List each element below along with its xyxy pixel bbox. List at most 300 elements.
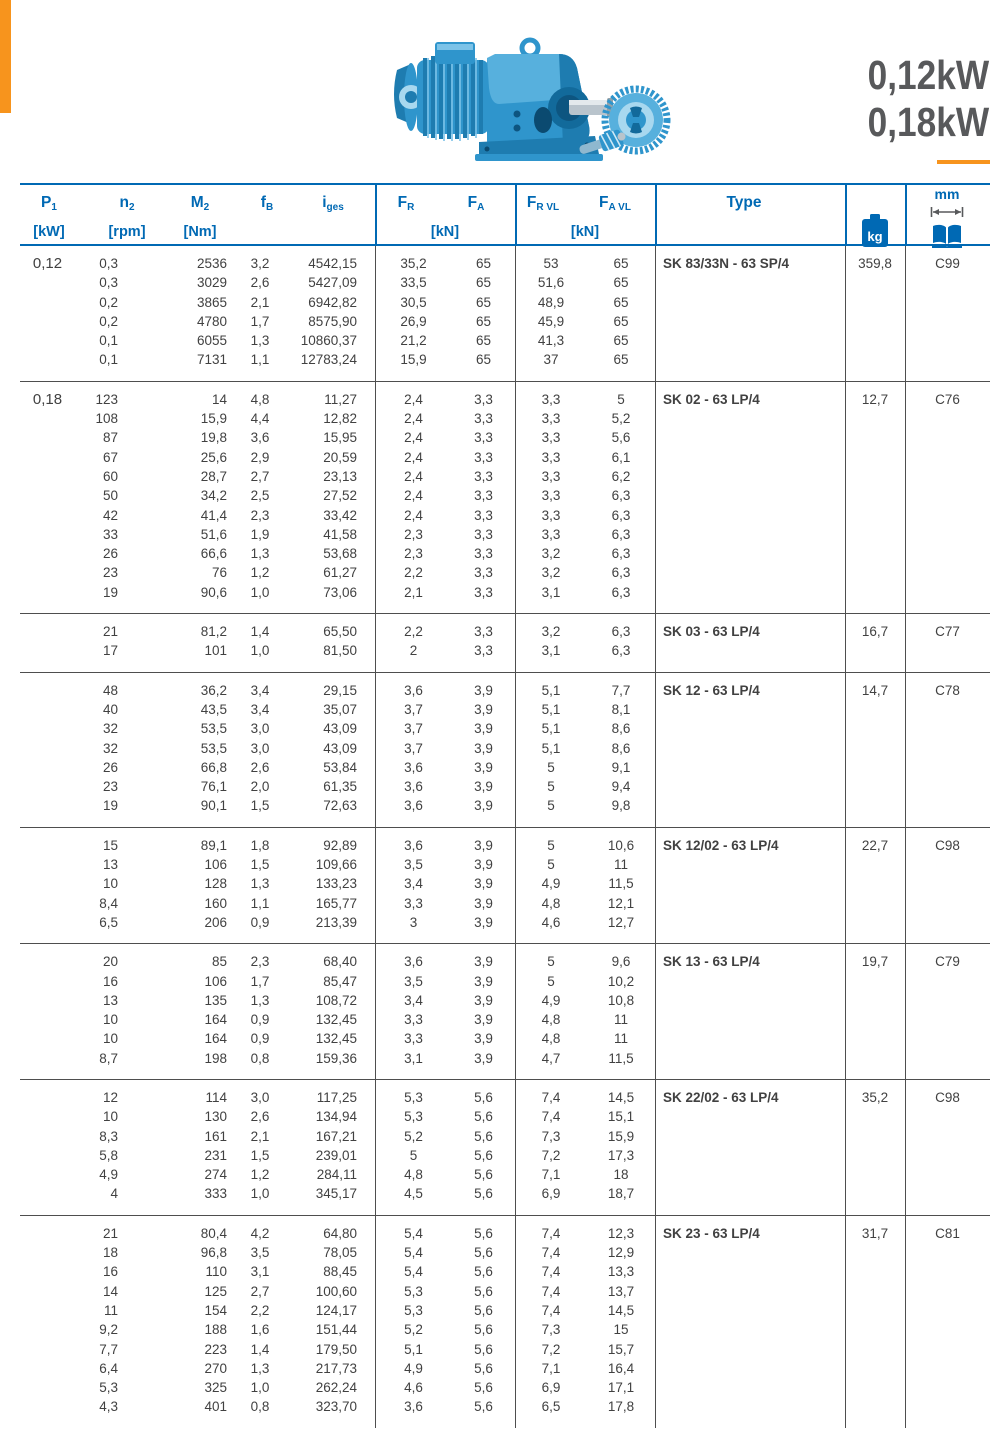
page-ref-cell: C79	[935, 954, 960, 970]
cell-m2: 106	[204, 857, 227, 873]
cell-iges: 43,09	[323, 740, 357, 756]
cell-n2: 23	[102, 565, 118, 581]
cell-fb: 3,6	[250, 430, 270, 446]
cell-n2: 42	[102, 507, 118, 523]
cell-iges: 167,21	[315, 1128, 357, 1144]
cell-m2: 76,1	[200, 779, 227, 795]
cell-p1	[20, 700, 75, 719]
cell-m2: 15,9	[200, 411, 227, 427]
cell-favl: 6,3	[611, 643, 631, 659]
cell-p1	[20, 486, 75, 505]
cell-fb: 1,3	[250, 876, 270, 892]
cell-n2: 0,2	[99, 294, 118, 310]
cell-fb: 1,5	[250, 857, 270, 873]
cell-p1	[20, 1359, 75, 1378]
cell-n2: 19	[102, 798, 118, 814]
cell-n2: 11	[103, 1302, 118, 1318]
cell-fr: 2,4	[404, 430, 423, 446]
cell-fr: 2,4	[404, 468, 423, 484]
cell-frvl: 7,4	[541, 1089, 561, 1105]
cell-m2: 401	[204, 1399, 227, 1415]
cell-frvl: 5	[547, 798, 555, 814]
cell-p1	[20, 1010, 75, 1029]
cell-fa: 3,3	[474, 643, 493, 659]
cell-favl: 17,1	[607, 1380, 635, 1396]
cell-n2: 0,1	[99, 352, 118, 368]
col-header-m2: M2	[190, 194, 210, 213]
cell-fb: 4,4	[250, 411, 270, 427]
cell-fb: 1,5	[250, 798, 270, 814]
cell-fb: 4,8	[250, 391, 270, 407]
cell-m2: 198	[204, 1050, 227, 1066]
cell-n2: 8,4	[99, 895, 118, 911]
cell-fb: 1,7	[250, 313, 270, 329]
cell-fb: 2,9	[250, 449, 270, 465]
cell-fa: 3,3	[474, 391, 493, 407]
cell-favl: 12,7	[607, 914, 635, 930]
cell-fb: 1,1	[250, 352, 270, 368]
cell-fa: 5,6	[474, 1399, 493, 1415]
cell-p1	[20, 952, 75, 971]
cell-m2: 66,8	[200, 759, 227, 775]
cell-iges: 15,95	[323, 430, 357, 446]
unit-kw: [kW]	[33, 224, 65, 240]
cell-favl: 12,9	[607, 1245, 635, 1261]
cell-iges: 85,47	[323, 973, 357, 989]
cell-m2: 85	[211, 954, 227, 970]
cell-favl: 15,1	[607, 1109, 635, 1125]
cell-p1	[20, 467, 75, 486]
cell-fr: 3,7	[404, 721, 423, 737]
cell-n2: 87	[102, 430, 118, 446]
cell-iges: 78,05	[323, 1245, 357, 1261]
cell-fr: 3,6	[404, 954, 423, 970]
cell-p1	[20, 894, 75, 913]
cell-fa: 5,6	[474, 1283, 493, 1299]
cell-m2: 206	[204, 914, 227, 930]
type-cell: SK 02 - 63 LP/4	[663, 391, 760, 407]
cell-fr: 3,3	[404, 895, 423, 911]
cell-fr: 3,7	[404, 740, 423, 756]
header-divider	[655, 185, 657, 244]
page-ref-cell: C77	[935, 624, 960, 640]
cell-fa: 65	[475, 333, 492, 349]
cell-fb: 1,0	[250, 643, 270, 659]
cell-m2: 160	[204, 895, 227, 911]
cell-fb: 2,0	[250, 779, 270, 795]
cell-favl: 15,9	[607, 1128, 635, 1144]
cell-n2: 123	[95, 391, 118, 407]
power-value: 0,18	[867, 99, 937, 145]
cell-fr: 3,1	[404, 1050, 423, 1066]
cell-fr: 2,2	[404, 565, 423, 581]
cell-frvl: 3,2	[541, 546, 561, 562]
cell-p1	[20, 913, 75, 932]
cell-fr: 5,3	[404, 1302, 423, 1318]
cell-m2: 28,7	[200, 468, 227, 484]
cell-frvl: 7,2	[541, 1341, 561, 1357]
cell-n2: 13	[102, 857, 118, 873]
cell-iges: 213,39	[315, 914, 357, 930]
cell-iges: 12,82	[323, 411, 357, 427]
cell-p1	[20, 1378, 75, 1397]
cell-n2: 50	[102, 488, 118, 504]
cell-favl: 11,5	[608, 1050, 634, 1066]
power-unit: kW	[936, 52, 990, 98]
col-header-type: Type	[726, 194, 762, 211]
cell-fb: 1,3	[250, 992, 270, 1008]
cell-m2: 34,2	[200, 488, 227, 504]
cell-p1	[20, 583, 75, 602]
cell-frvl: 5,1	[541, 682, 561, 698]
cell-frvl: 4,6	[541, 914, 561, 930]
cell-n2: 26	[102, 759, 118, 775]
power-unit: kW	[936, 99, 990, 145]
type-cell: SK 12 - 63 LP/4	[663, 682, 760, 698]
cell-favl: 65	[613, 275, 629, 291]
cell-favl: 6,1	[611, 449, 631, 465]
cell-frvl: 6,9	[541, 1380, 561, 1396]
cell-frvl: 5,1	[541, 740, 561, 756]
cell-frvl: 5	[547, 973, 555, 989]
cell-m2: 19,8	[200, 430, 227, 446]
cell-m2: 36,2	[200, 682, 227, 698]
cell-fb: 1,2	[250, 565, 270, 581]
cell-fa: 3,9	[474, 857, 493, 873]
cell-fr: 5,4	[404, 1264, 423, 1280]
cell-favl: 7,7	[611, 682, 631, 698]
cell-n2: 0,1	[99, 333, 118, 349]
cell-frvl: 4,9	[541, 992, 561, 1008]
cell-n2: 17	[102, 643, 118, 659]
cell-fa: 3,9	[474, 1012, 493, 1028]
cell-n2: 21	[102, 624, 118, 640]
cell-fr: 15,9	[400, 352, 427, 368]
orange-corner-stripe	[0, 0, 11, 113]
cell-fr: 3,7	[404, 701, 423, 717]
cell-frvl: 5	[547, 954, 555, 970]
cell-fa: 3,3	[474, 624, 493, 640]
cell-p1	[20, 777, 75, 796]
cell-fb: 1,9	[250, 526, 270, 542]
cell-p1	[20, 331, 75, 350]
type-cell: SK 22/02 - 63 LP/4	[663, 1089, 779, 1105]
cell-frvl: 7,3	[541, 1128, 561, 1144]
cell-m2: 4780	[196, 313, 227, 329]
col-header-fb: fB	[260, 194, 274, 213]
cell-p1	[20, 1340, 75, 1359]
cell-fb: 2,6	[250, 759, 270, 775]
cell-fb: 1,4	[250, 1341, 270, 1357]
cell-fa: 5,6	[474, 1302, 493, 1318]
type-cell: SK 03 - 63 LP/4	[663, 624, 760, 640]
col-header-fa: FA	[467, 194, 485, 213]
cell-fr: 4,8	[404, 1167, 423, 1183]
dimensions-column-header	[917, 185, 977, 254]
header-divider	[515, 185, 517, 244]
cell-fa: 3,9	[474, 682, 493, 698]
cell-fa: 3,9	[474, 895, 493, 911]
cell-fa: 3,3	[474, 430, 493, 446]
table-body	[20, 246, 990, 1428]
rating-table	[20, 183, 990, 1428]
cell-favl: 6,3	[611, 565, 631, 581]
cell-iges: 345,17	[315, 1186, 357, 1202]
cell-fr: 3,3	[404, 1031, 423, 1047]
cell-iges: 323,70	[315, 1399, 357, 1415]
cell-fb: 2,1	[250, 1128, 270, 1144]
cell-fa: 3,9	[474, 1050, 493, 1066]
cell-p1	[20, 681, 75, 700]
cell-iges: 29,15	[323, 682, 357, 698]
cell-frvl: 3,3	[541, 526, 561, 542]
cell-fr: 5	[409, 1147, 418, 1163]
cell-frvl: 3,1	[541, 643, 561, 659]
column-divider	[515, 246, 516, 1428]
cell-iges: 27,52	[323, 488, 357, 504]
cell-n2: 26	[102, 546, 118, 562]
cell-fa: 3,3	[474, 507, 493, 523]
unit-rpm: [rpm]	[108, 224, 146, 240]
cell-fa: 3,9	[474, 973, 493, 989]
cell-n2: 60	[102, 468, 118, 484]
cell-p1	[20, 1146, 75, 1165]
cell-fb: 3,0	[250, 1089, 270, 1105]
cell-p1: 0,12	[32, 255, 63, 272]
cell-frvl: 7,4	[541, 1225, 561, 1241]
unit-kn-radial: [kN]	[430, 224, 460, 240]
cell-frvl: 3,3	[541, 507, 561, 523]
cell-iges: 10860,37	[300, 333, 357, 349]
cell-iges: 11,27	[324, 391, 357, 407]
cell-p1	[20, 350, 75, 369]
cell-favl: 5	[617, 391, 625, 407]
cell-iges: 81,50	[323, 643, 357, 659]
cell-fb: 1,3	[250, 546, 270, 562]
cell-frvl: 6,9	[541, 1186, 561, 1202]
power-value: 0,12	[867, 52, 937, 98]
cell-m2: 110	[205, 1264, 227, 1280]
cell-frvl: 7,2	[541, 1147, 561, 1163]
cell-favl: 13,3	[607, 1264, 635, 1280]
cell-m2: 80,4	[200, 1225, 227, 1241]
weight-cell: 35,2	[861, 1089, 889, 1105]
cell-fa: 3,9	[474, 779, 493, 795]
cell-favl: 18,7	[607, 1186, 635, 1202]
cell-n2: 7,7	[99, 1341, 118, 1357]
cell-favl: 65	[613, 352, 629, 368]
cell-iges: 4542,15	[308, 256, 357, 271]
cell-iges: 8575,90	[308, 313, 357, 329]
column-divider	[375, 246, 376, 1428]
cell-n2: 16	[102, 973, 118, 989]
cell-iges: 165,77	[315, 895, 357, 911]
mm-label: mm	[934, 186, 960, 202]
cell-fa: 3,9	[474, 954, 493, 970]
cell-iges: 23,13	[323, 468, 357, 484]
cell-frvl: 7,1	[541, 1360, 561, 1376]
cell-fa: 3,3	[474, 526, 493, 542]
cell-frvl: 3,3	[541, 449, 561, 465]
cell-frvl: 5	[547, 759, 555, 775]
cell-p1	[20, 1088, 75, 1107]
cell-frvl: 5,1	[541, 721, 561, 737]
cell-iges: 124,17	[315, 1302, 357, 1318]
cell-n2: 32	[102, 721, 118, 737]
cell-fb: 1,7	[250, 973, 270, 989]
cell-frvl: 4,9	[541, 876, 561, 892]
cell-fa: 3,9	[474, 992, 493, 1008]
cell-fb: 0,9	[250, 914, 270, 930]
cell-fa: 3,3	[474, 565, 493, 581]
cell-frvl: 41,3	[537, 333, 565, 349]
type-cell: SK 83/33N - 63 SP/4	[663, 256, 790, 271]
cell-fa: 65	[475, 352, 492, 368]
cell-fa: 3,9	[474, 701, 493, 717]
cell-fr: 2,4	[404, 449, 423, 465]
cell-fa: 3,9	[474, 759, 493, 775]
cell-frvl: 7,4	[541, 1283, 561, 1299]
cell-iges: 12783,24	[300, 352, 357, 368]
cell-fr: 3,6	[404, 759, 423, 775]
cell-p1	[20, 1184, 75, 1203]
cell-n2: 32	[102, 740, 118, 756]
cell-frvl: 5	[547, 857, 555, 873]
cell-frvl: 3,3	[541, 468, 561, 484]
cell-favl: 15	[613, 1322, 629, 1338]
cell-p1	[20, 855, 75, 874]
cell-m2: 81,2	[200, 624, 227, 640]
column-divider	[655, 246, 656, 1428]
cell-n2: 14	[102, 1283, 118, 1299]
cell-favl: 11	[613, 1031, 628, 1047]
cell-n2: 40	[102, 701, 118, 717]
page-ref-cell: C99	[935, 256, 960, 271]
cell-fa: 3,9	[474, 1031, 493, 1047]
cell-frvl: 7,4	[541, 1245, 561, 1261]
cell-n2: 21	[102, 1225, 118, 1241]
cell-m2: 164	[204, 1031, 227, 1047]
cell-frvl: 53	[543, 256, 559, 271]
cell-p1	[20, 544, 75, 563]
cell-p1	[20, 563, 75, 582]
cell-fb: 0,8	[250, 1050, 270, 1066]
cell-fb: 1,3	[250, 333, 270, 349]
header-divider	[845, 185, 847, 244]
cell-m2: 6055	[196, 333, 227, 349]
cell-frvl: 6,5	[541, 1399, 561, 1415]
cell-frvl: 7,3	[541, 1322, 561, 1338]
cell-fb: 1,5	[250, 1147, 270, 1163]
cell-n2: 5,3	[99, 1380, 118, 1396]
cell-iges: 61,35	[323, 779, 357, 795]
cell-fb: 2,6	[250, 275, 270, 291]
cell-fa: 5,6	[474, 1245, 493, 1261]
cell-iges: 262,24	[315, 1380, 357, 1396]
page-ref-cell: C98	[935, 837, 960, 853]
svg-text:kg: kg	[867, 229, 883, 244]
cell-m2: 270	[204, 1360, 227, 1376]
cell-iges: 6942,82	[308, 294, 357, 310]
cell-p1	[20, 719, 75, 738]
cell-fa: 5,6	[474, 1089, 493, 1105]
weight-cell: 31,7	[861, 1225, 889, 1241]
cell-m2: 231	[204, 1147, 227, 1163]
cell-m2: 96,8	[200, 1245, 227, 1261]
cell-fa: 3,9	[474, 876, 493, 892]
cell-favl: 15,7	[607, 1341, 635, 1357]
cell-favl: 65	[613, 313, 629, 329]
cell-m2: 89,1	[200, 837, 227, 853]
cell-favl: 14,5	[607, 1302, 635, 1318]
cell-m2: 130	[204, 1109, 227, 1125]
cell-frvl: 48,9	[537, 294, 565, 310]
cell-iges: 88,45	[323, 1264, 357, 1280]
cell-frvl: 37	[543, 352, 559, 368]
cell-favl: 9,8	[611, 798, 631, 814]
cell-fb: 2,5	[250, 488, 270, 504]
cell-favl: 65	[613, 294, 629, 310]
cell-favl: 17,3	[607, 1147, 635, 1163]
cell-p1	[20, 409, 75, 428]
cell-fr: 5,1	[404, 1341, 423, 1357]
cell-fa: 5,6	[474, 1147, 493, 1163]
cell-favl: 6,3	[611, 584, 631, 600]
unit-nm: [Nm]	[183, 224, 217, 240]
cell-fb: 1,3	[250, 1360, 270, 1376]
cell-frvl: 3,1	[541, 584, 561, 600]
cell-m2: 114	[205, 1089, 227, 1105]
table-header	[20, 183, 990, 246]
cell-iges: 284,11	[316, 1167, 357, 1183]
cell-p1	[20, 972, 75, 991]
cell-iges: 132,45	[315, 1012, 357, 1028]
cell-fb: 3,4	[250, 682, 270, 698]
cell-p1	[20, 1262, 75, 1281]
cell-m2: 76	[211, 565, 227, 581]
cell-favl: 13,7	[607, 1283, 635, 1299]
cell-fa: 3,9	[474, 798, 493, 814]
cell-fa: 5,6	[474, 1380, 493, 1396]
cell-iges: 159,36	[315, 1050, 357, 1066]
col-header-n2: n2	[119, 194, 135, 213]
cell-frvl: 3,3	[541, 430, 561, 446]
cell-p1	[20, 1165, 75, 1184]
cell-frvl: 3,3	[541, 411, 561, 427]
cell-n2: 6,5	[99, 914, 118, 930]
cell-n2: 13	[102, 992, 118, 1008]
cell-fr: 2,4	[404, 391, 423, 407]
cell-fb: 0,9	[250, 1031, 270, 1047]
cell-iges: 100,60	[315, 1283, 357, 1299]
cell-n2: 10	[102, 1109, 118, 1125]
cell-iges: 179,50	[315, 1341, 357, 1357]
cell-n2: 0,3	[99, 275, 118, 291]
cell-n2: 0,3	[99, 256, 118, 271]
cell-frvl: 7,4	[541, 1109, 561, 1125]
cell-iges: 68,40	[323, 954, 357, 970]
cell-p1	[20, 991, 75, 1010]
cell-p1	[20, 796, 75, 815]
cell-p1: 0,18	[32, 390, 63, 408]
cell-m2: 161	[204, 1128, 227, 1144]
cell-p1	[20, 641, 75, 660]
cell-fr: 2,4	[404, 507, 423, 523]
cell-fb: 1,1	[250, 895, 270, 911]
cell-fb: 1,0	[250, 584, 270, 600]
cell-favl: 6,2	[611, 468, 631, 484]
cell-n2: 10	[102, 1031, 118, 1047]
